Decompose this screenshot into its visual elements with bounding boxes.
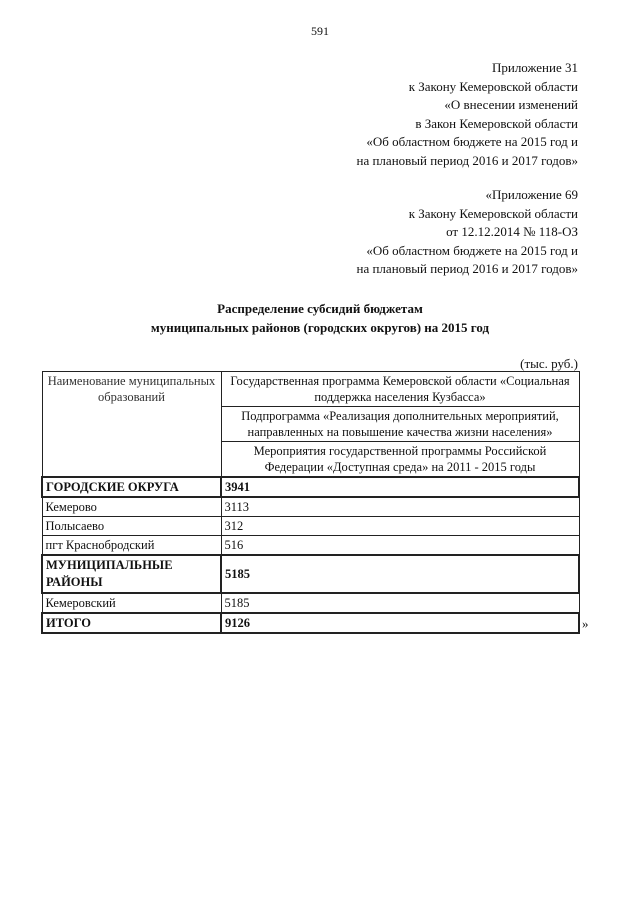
header-state-program: Государственная программа Кемеровской области «Социальная поддержка населения Кузбасса»: [221, 372, 579, 407]
appendix-31-reference: [357, 59, 579, 170]
appendix-69-line: к Закону Кемеровской области: [408, 205, 578, 221]
table-row: [42, 555, 579, 593]
row-name: ГОРОДСКИЕ ОКРУГА: [42, 477, 221, 497]
appendix-69-line: «Приложение 69: [485, 187, 578, 202]
appendix-31-line: «О внесении изменений: [444, 97, 578, 112]
document-title: [0, 299, 640, 337]
table-row: [42, 593, 579, 613]
appendix-31-line: в Закон Кемеровской области: [415, 115, 578, 131]
appendix-31-line: «Об областном бюджете на 2015 год и: [366, 134, 578, 149]
table-row: [42, 536, 579, 556]
row-name: Кемерово: [42, 497, 221, 517]
row-name: Полысаево: [42, 517, 221, 536]
header-subprogram: Подпрограмма «Реализация дополнительных мероприятий, направленных на повышение качества жизни населения»: [221, 407, 579, 442]
appendix-31-line: Приложение 31: [491, 60, 578, 75]
row-name: пгт Краснобродский: [42, 536, 221, 556]
document-title-line-1: Распределение субсидий бюджетам: [217, 301, 423, 316]
row-value: 5185: [221, 593, 579, 613]
appendix-31-line: к Закону Кемеровской области: [408, 78, 578, 94]
row-value: 9126: [221, 613, 579, 633]
appendix-69-line: «Об областном бюджете на 2015 год и: [366, 242, 578, 258]
unit-label: (тыс. руб.): [520, 356, 578, 371]
table-row: [42, 477, 579, 497]
appendix-69-line: от 12.12.2014 № 118-ОЗ: [446, 224, 578, 239]
closing-quote: »: [582, 616, 589, 631]
row-name: ИТОГО: [42, 613, 221, 633]
row-value: 3941: [221, 477, 579, 497]
row-value: 516: [221, 536, 579, 556]
document-title-line-2: муниципальных районов (городских округов) на 2015 год: [150, 320, 490, 335]
row-value: 3113: [221, 497, 579, 517]
header-municipality-name: Наименование муниципальных образований: [42, 372, 221, 478]
table-header-row: [42, 372, 579, 407]
page-number: 591: [311, 24, 329, 38]
table-row: [42, 517, 579, 536]
appendix-69-line: на плановый период 2016 и 2017 годов»: [356, 261, 578, 276]
row-name: Кемеровский: [42, 593, 221, 613]
row-name: МУНИЦИПАЛЬНЫЕ РАЙОНЫ: [42, 555, 221, 593]
table-row: [42, 613, 579, 633]
appendix-31-line: на плановый период 2016 и 2017 годов»: [356, 152, 578, 168]
subsidy-table: [41, 371, 580, 634]
header-measures: Мероприятия государственной программы Российской Федерации «Доступная среда» на 2011 - 2015 годы: [221, 442, 579, 478]
row-value: 312: [221, 517, 579, 536]
row-value: 5185: [221, 555, 579, 593]
table-row: [42, 497, 579, 517]
appendix-69-reference: [357, 186, 579, 279]
